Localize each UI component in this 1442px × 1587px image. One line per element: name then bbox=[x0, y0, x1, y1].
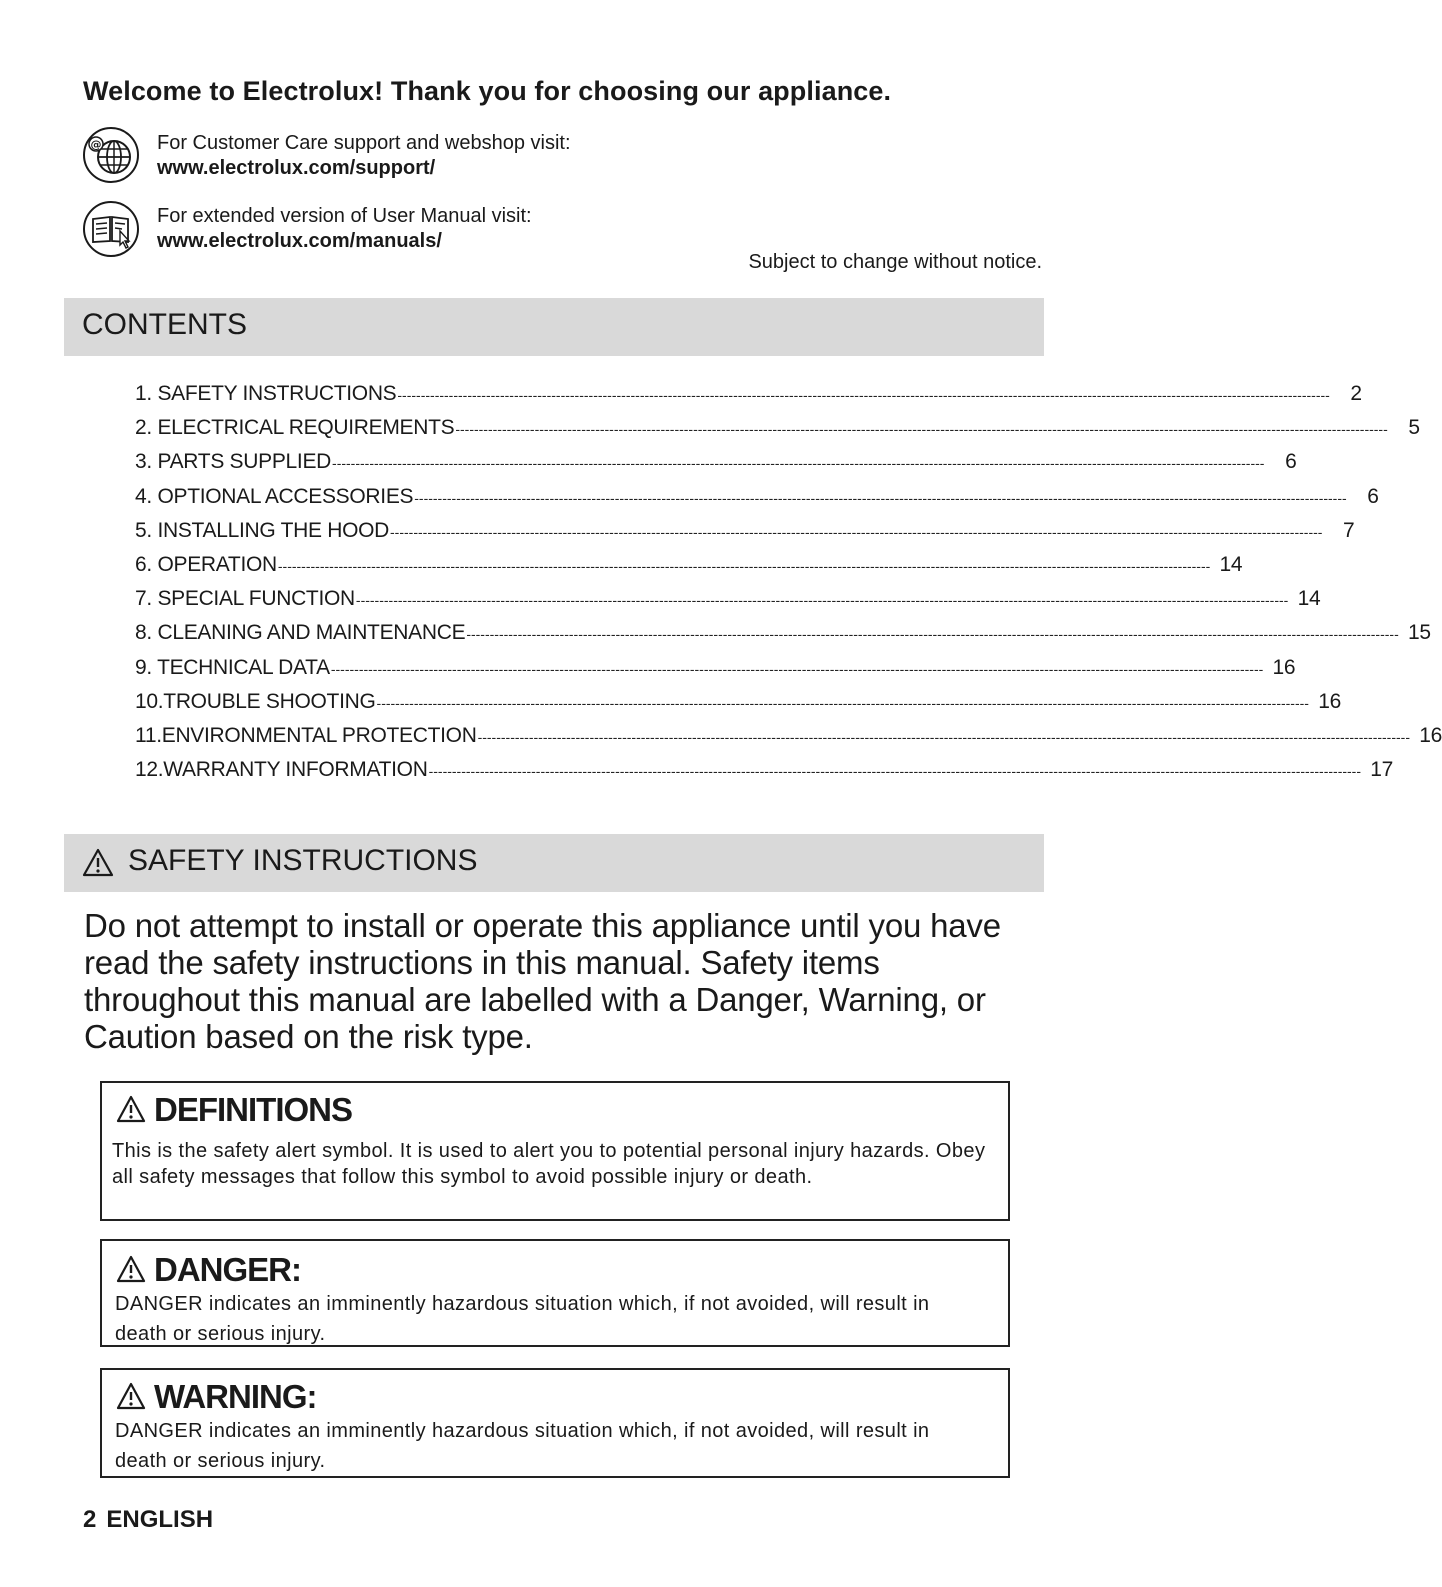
toc-leader: -------------------------------------------------------------------------------------------------------------------------------------------------------------------------------------------------------- bbox=[355, 592, 1289, 609]
warning-box bbox=[100, 1368, 1010, 1478]
toc-page-number: 6 bbox=[1285, 450, 1297, 474]
toc-label: 6. OPERATION bbox=[135, 552, 277, 576]
safety-header bbox=[64, 834, 1044, 892]
toc-page-number: 6 bbox=[1367, 484, 1379, 508]
book-cursor-icon bbox=[82, 200, 140, 258]
danger-box bbox=[100, 1239, 1010, 1347]
toc-page-number: 14 bbox=[1297, 587, 1321, 611]
safety-intro: Do not attempt to install or operate this appliance until you have read the safety instructions in this manual. Safety items throughout this manual are labelled with a Danger, Warning, or Caution based on the risk type. bbox=[84, 907, 1001, 1055]
toc-label: 11.ENVIRONMENTAL PROTECTION bbox=[135, 723, 477, 747]
manual-link[interactable]: www.electrolux.com/manuals/ bbox=[157, 230, 442, 252]
toc-row[interactable] bbox=[135, 621, 1431, 655]
toc-label: 5. INSTALLING THE HOOD bbox=[135, 518, 390, 542]
toc-leader: -------------------------------------------------------------------------------------------------------------------------------------------------------------------------------------------------------- bbox=[332, 455, 1265, 472]
definitions-box bbox=[100, 1081, 1010, 1221]
contents-title: CONTENTS bbox=[82, 308, 247, 341]
toc-leader: -------------------------------------------------------------------------------------------------------------------------------------------------------------------------------------------------------- bbox=[376, 694, 1309, 711]
page-number: 2 bbox=[83, 1506, 97, 1533]
toc-page-number: 17 bbox=[1370, 758, 1393, 782]
toc-label: 2. ELECTRICAL REQUIREMENTS bbox=[135, 416, 455, 440]
toc-label: 3. PARTS SUPPLIED bbox=[135, 450, 332, 474]
toc-page-number: 7 bbox=[1343, 518, 1355, 542]
warning-icon bbox=[82, 848, 114, 877]
toc-label: 7. SPECIAL FUNCTION bbox=[135, 587, 355, 611]
manual-info bbox=[157, 204, 532, 254]
toc-leader: -------------------------------------------------------------------------------------------------------------------------------------------------------------------------------------------------------- bbox=[466, 626, 1399, 643]
change-notice: Subject to change without notice. bbox=[748, 251, 1042, 273]
support-link[interactable]: www.electrolux.com/support/ bbox=[157, 157, 436, 179]
definitions-title: DEFINITIONS bbox=[154, 1091, 353, 1128]
manual-text: For extended version of User Manual visit: bbox=[157, 205, 532, 227]
warning-icon bbox=[116, 1095, 146, 1123]
warning-icon bbox=[116, 1382, 146, 1410]
toc-label: 12.WARRANTY INFORMATION bbox=[135, 758, 428, 782]
toc-page-number: 14 bbox=[1219, 552, 1243, 576]
toc-row[interactable] bbox=[135, 587, 1321, 621]
warning-title: WARNING: bbox=[154, 1378, 317, 1415]
toc-leader: -------------------------------------------------------------------------------------------------------------------------------------------------------------------------------------------------------- bbox=[330, 660, 1264, 677]
toc-row[interactable] bbox=[135, 450, 1297, 484]
toc-label: 1. SAFETY INSTRUCTIONS bbox=[135, 382, 397, 405]
toc-row[interactable] bbox=[135, 655, 1296, 690]
welcome-heading: Welcome to Electrolux! Thank you for choosing our appliance. bbox=[83, 76, 892, 106]
toc-leader: -------------------------------------------------------------------------------------------------------------------------------------------------------------------------------------------------------- bbox=[428, 763, 1361, 780]
support-text: For Customer Care support and webshop visit: bbox=[157, 132, 571, 154]
warning-text: DANGER indicates an imminently hazardous situation which, if not avoided, will result in death or serious injury. bbox=[115, 1420, 930, 1472]
toc-row[interactable] bbox=[135, 758, 1393, 792]
toc-leader: -------------------------------------------------------------------------------------------------------------------------------------------------------------------------------------------------------- bbox=[477, 728, 1410, 745]
toc-leader: -------------------------------------------------------------------------------------------------------------------------------------------------------------------------------------------------------- bbox=[390, 523, 1323, 540]
contents-header bbox=[64, 298, 1044, 356]
toc-leader: -------------------------------------------------------------------------------------------------------------------------------------------------------------------------------------------------------- bbox=[414, 489, 1347, 506]
danger-text: DANGER indicates an imminently hazardous situation which, if not avoided, will result in death or serious injury. bbox=[115, 1293, 930, 1345]
svg-text:@: @ bbox=[90, 138, 102, 151]
toc-row[interactable] bbox=[135, 689, 1341, 724]
toc-leader: -------------------------------------------------------------------------------------------------------------------------------------------------------------------------------------------------------- bbox=[397, 387, 1330, 403]
toc-page-number: 16 bbox=[1318, 689, 1341, 713]
toc-row[interactable] bbox=[135, 723, 1442, 758]
toc-label: 8. CLEANING AND MAINTENANCE bbox=[135, 621, 466, 645]
danger-title: DANGER: bbox=[154, 1251, 301, 1288]
page-footer bbox=[83, 1506, 223, 1534]
toc-row[interactable] bbox=[135, 484, 1379, 519]
toc-row[interactable] bbox=[135, 416, 1420, 450]
toc-page-number: 5 bbox=[1408, 416, 1420, 440]
globe-at-icon bbox=[82, 126, 140, 184]
toc-leader: -------------------------------------------------------------------------------------------------------------------------------------------------------------------------------------------------------- bbox=[455, 421, 1388, 438]
toc-label: 9. TECHNICAL DATA bbox=[135, 655, 330, 679]
toc-label: 10.TROUBLE SHOOTING bbox=[135, 689, 376, 713]
safety-title: SAFETY INSTRUCTIONS bbox=[128, 844, 478, 877]
toc-label: 4. OPTIONAL ACCESSORIES bbox=[135, 484, 414, 508]
toc-row[interactable] bbox=[135, 552, 1243, 587]
toc-page-number: 16 bbox=[1272, 655, 1296, 679]
definitions-text: This is the safety alert symbol. It is used to alert you to potential personal injury hazards. Obey all safety messages that follow this symbol to avoid possible injury or death. bbox=[112, 1140, 986, 1188]
toc-page-number: 15 bbox=[1407, 621, 1431, 645]
toc-page-number: 2 bbox=[1350, 382, 1362, 405]
toc-leader: -------------------------------------------------------------------------------------------------------------------------------------------------------------------------------------------------------- bbox=[277, 557, 1211, 574]
support-info bbox=[157, 131, 571, 181]
toc-row[interactable] bbox=[135, 518, 1355, 553]
warning-icon bbox=[116, 1255, 146, 1283]
language-label: ENGLISH bbox=[106, 1506, 214, 1533]
toc-row[interactable] bbox=[135, 382, 1362, 416]
toc-page-number: 16 bbox=[1419, 723, 1442, 747]
table-of-contents bbox=[135, 382, 1442, 792]
